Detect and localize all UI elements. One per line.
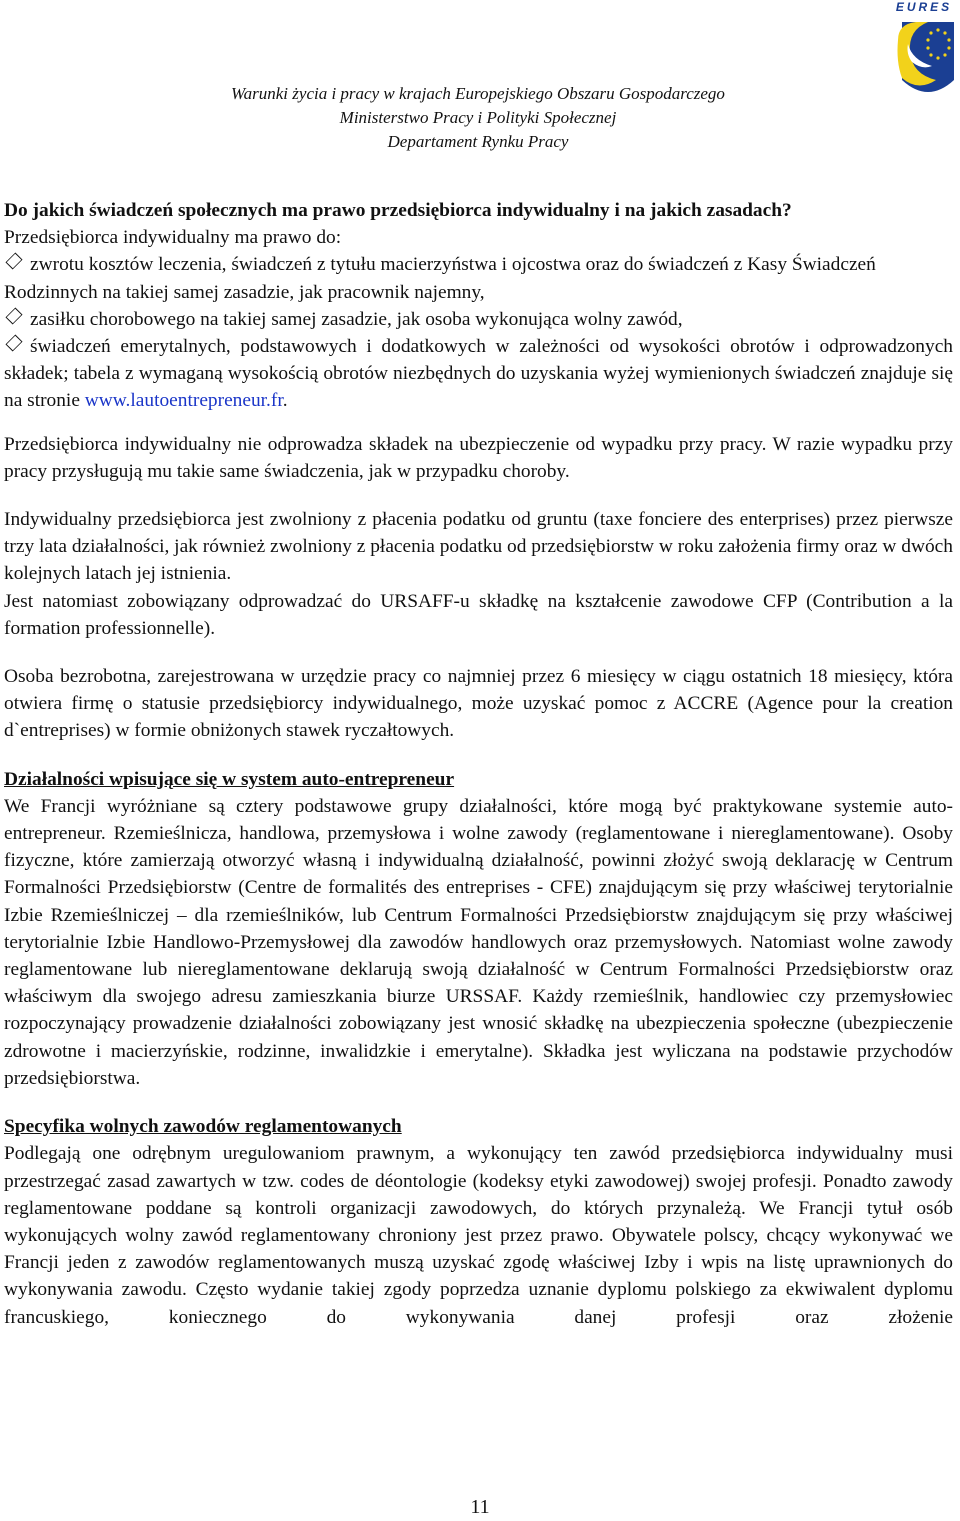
header-line-3: Departament Rynku Pracy xyxy=(387,132,569,151)
eures-logo-text: EURES xyxy=(895,0,953,14)
section-body-auto-entrepreneur: We Francji wyróżniane są cztery podstawowe grupy działalności, które mogą być praktykowane systemie auto-entrepreneur. Rzemieślnicza, handlowa, przemysłowa i wolne zawody (reglamentowane i niereglamentowane). Osoby fizyczne, które zamierzają otworzyć własną i indywidualną działalność, powinni złożyć swoją deklarację w Centrum Formalności Przedsiębiorstw (Centre de formalités des entreprises - CFE) znajdującym się przy właściwej terytorialnie Izbie Rzemieślniczej – dla rzemieślników, lub Centrum Formalności Przedsiębiorstw znajdującym się przy właściwej terytorialnie Izbie Handlowo-Przemysłowej dla zawodów handlowych oraz przemysłowych. Natomiast wolne zawody reglamentowane lub niereglamentowane deklarują swoją działalność w Centrum Formalności Przedsiębiorstw oraz właściwym dla swojego adresu zamieszkania biurze URSSAF. Każdy rzemieślnik, handlowiec czy przemysłowiec rozpoczynający prowadzenie działalności zobowiązany jest wnosić składkę na ubezpieczenia społeczne (ubezpieczenie zdrowotne i macierzyńskie, rodzinne, inwalidzkie i emerytalne). Składka jest wyliczana na podstawie przychodów przedsiębiorstwa. xyxy=(4,795,953,1089)
paragraph-accident: Przedsiębiorca indywidualny nie odprowadza składek na ubezpieczenie od wypadku przy pracy. W razie wypadku przy pracy przysługują mu takie same świadczenia, jak w przypadku choroby. xyxy=(4,433,953,482)
bullet-1-text: zwrotu kosztów leczenia, świadczeń z tytułu macierzyństwa i ojcostwa oraz do świadczeń z Kasy Świadczeń Rodzinnych na takiej samej zasadzie, jak pracownik najemny, xyxy=(4,254,876,303)
document-header xyxy=(150,82,806,154)
bullet-2-text: zasiłku chorobowego na takiej samej zasadzie, jak osoba wykonująca wolny zawód, xyxy=(30,308,683,330)
bullet-item-2 xyxy=(4,306,953,333)
page-number: 11 xyxy=(470,1496,490,1518)
diamond-bullet-icon xyxy=(5,253,22,270)
intro-text: Przedsiębiorca indywidualny ma prawo do: xyxy=(4,227,342,249)
section-heading-regulated-professions: Specyfika wolnych zawodów reglamentowanych xyxy=(4,1116,402,1138)
header-line-1: Warunki życia i pracy w krajach Europejskiego Obszaru Gospodarczego xyxy=(231,84,725,103)
eures-logo xyxy=(888,0,960,106)
section-body-regulated-professions: Podlegają one odrębnym uregulowaniom prawnym, a wykonujący ten zawód przedsiębiorca indywidualny musi przestrzegać zasad zawartych w tzw. codes de déontologie (kodeksy etyki zawodowej) swojej profesji. Ponadto zawody reglamentowane poddane są kontroli organizacji zawodowych, do których przynależą. We Francji tytuł osób wykonujących wolny zawód reglamentowany chroniony jest przez prawo. Obywatele polscy, chcący wykonywać we Francji jeden z zawodów reglamentowanych muszą uzyskać zgodę właściwej Izby i wpis na listę uprawnionych do wykonywania zawodu. Często wydanie takiej zgody poprzedza uznanie dyplomu polskiego za ekwiwalent dyplomu francuskiego, koniecznego do wykonywania danej profesji oraz złożenie xyxy=(4,1143,953,1328)
question-heading: Do jakich świadczeń społecznych ma prawo przedsiębiorca indywidualny i na jakich zasadach? xyxy=(4,200,792,221)
bullet-3-text: świadczeń emerytalnych, podstawowych i dodatkowych w zależności od wysokości obrotów i odprowadzonych składek; tabela z wymaganą wysokością obrotów niezbędnych do uzyskania wyżej wymienionych świadczeń znajduje się na stronie xyxy=(4,336,953,412)
lautoentrepreneur-link[interactable]: www.lautoentrepreneur.fr xyxy=(84,390,283,412)
eures-logo-icon xyxy=(888,0,960,106)
diamond-bullet-icon xyxy=(5,335,22,352)
section-heading-auto-entrepreneur: Działalności wpisujące się w system auto-entrepreneur xyxy=(4,768,455,790)
header-line-2: Ministerstwo Pracy i Polityki Społecznej xyxy=(339,108,617,127)
document-body xyxy=(4,197,953,1331)
bullet-item-1 xyxy=(4,251,953,305)
bullet-3-end: . xyxy=(282,390,288,412)
paragraph-accre: Osoba bezrobotna, zarejestrowana w urzędzie pracy co najmniej przez 6 miesięcy w ciągu ostatnich 18 miesięcy, która otwiera firmę o statusie przedsiębiorcy indywidualnego, może uzyskać pomoc z ACCRE (Agence pour la creation d`entreprises) w formie obniżonych stawek ryczałtowych. xyxy=(4,666,953,742)
diamond-bullet-icon xyxy=(5,307,22,324)
paragraph-cfp-contribution: Jest natomiast zobowiązany odprowadzać do URSAFF-u składkę na kształcenie zawodowe CFP (Contribution a la formation professionnelle). xyxy=(4,590,953,639)
paragraph-tax-exemption: Indywidualny przedsiębiorca jest zwolniony z płacenia podatku od gruntu (taxe fonciere des enterprises) przez pierwsze trzy lata działalności, jak również zwolniony z płacenia podatku od przedsiębiorstw w roku założenia firmy oraz w dwóch kolejnych latach jej istnienia. xyxy=(4,509,953,585)
bullet-item-3 xyxy=(4,333,953,415)
